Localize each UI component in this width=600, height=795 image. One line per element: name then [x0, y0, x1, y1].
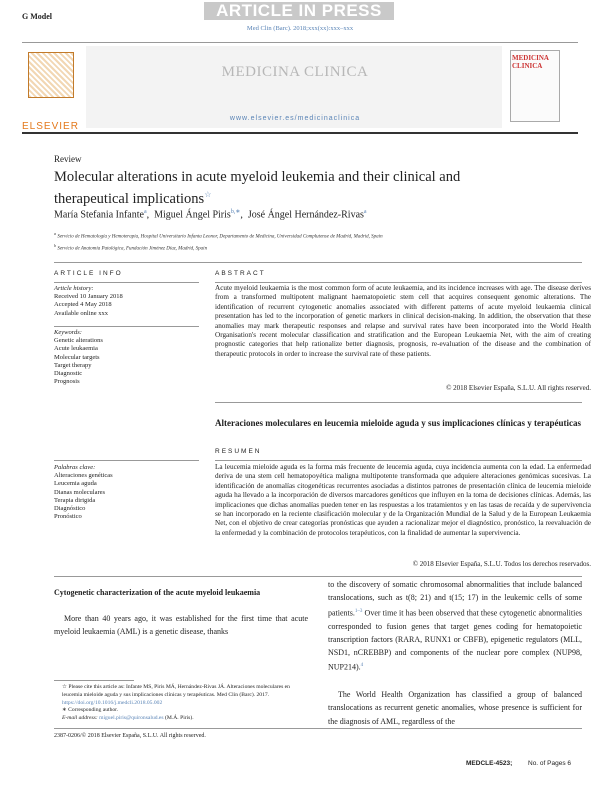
keyword: Diagnostic — [54, 370, 83, 378]
keywords-block — [54, 329, 199, 386]
abstract-end-rule — [215, 402, 582, 403]
page-count: No. of Pages 6 — [528, 760, 571, 767]
doi-link[interactable]: https://doi.org/10.1016/j.medcli.2018.05.002 — [62, 699, 163, 706]
keyword: Alteraciones genéticas — [54, 472, 113, 480]
reference-link[interactable]: 4 — [360, 663, 364, 669]
manuscript-code: MEDCLE-4523; — [466, 760, 513, 767]
keyword: Leucemia aguda — [54, 480, 97, 488]
publisher-logo: ELSEVIER — [22, 121, 79, 132]
header-rule — [22, 42, 578, 43]
keyword: Acute leukaemia — [54, 345, 98, 353]
body-paragraph-right-2: The World Health Organization has classified a group of balanced translocations as recurrent genetic anomalies, whose presence is sufficient for the diagnosis of AML, regardless of the — [328, 690, 582, 726]
affiliations — [54, 230, 383, 253]
author-name: María Stefania Infante — [54, 209, 144, 221]
affiliation-mark: b — [54, 242, 57, 248]
email-line — [54, 715, 308, 723]
author-name: Miguel Ángel Piris — [154, 209, 231, 221]
citation-footnote — [54, 684, 308, 707]
keyword: Molecular targets — [54, 353, 100, 361]
body-text: to the discovery of somatic chromosomal abnormalities that include balanced translocations, such as t(8; 21) and t(15; 17) in the leukemic cells of some patients. — [328, 580, 582, 618]
keyword: Dianas moleculares — [54, 488, 106, 496]
resumen-rule — [215, 460, 582, 461]
history-rule — [54, 326, 199, 327]
elsevier-tree-logo — [28, 52, 74, 98]
title-footnote-mark[interactable]: ☆ — [204, 190, 212, 199]
article-info-rule — [54, 282, 199, 283]
author-affil-mark[interactable]: a — [363, 209, 367, 215]
abstract-text: Acute myeloid leukaemia is the most common form of acute leukaemia, and its incidence increases with age. The disease derives from a transformed multipotent malignant haematopoietic stem cell that acquires consequent genomic alterations. The identification of recurrent cytogenetic anomalies associated with different patterns of acute myeloid leukaemia clinical presentation has led to the incorporation of genetic markers in clinical decision-making. In addition, the observation that these anomalies may mark therapeutic responses and relapse and survival rates have been incorporated into the World Health Organisation's recent molecular classification and stratification and the European Leukaemia Net, with the aim of creating prognostic categories that help rationalize better diagnosis, prognosis, re-evaluation of the disease and the combination of therapeutic protocols in order to increase the survival rate of these patients. — [215, 284, 591, 358]
abstract-rule — [215, 282, 582, 283]
footnotes — [54, 684, 308, 723]
abstract-copyright: © 2018 Elsevier España, S.L.U. All rights reserved. — [446, 384, 591, 392]
palabras-clave-block — [54, 464, 199, 521]
section-heading: Cytogenetic characterization of the acute myeloid leukaemia — [54, 588, 261, 597]
abstract-heading: ABSTRACT — [215, 270, 266, 277]
history-item: Received 10 January 2018 — [54, 293, 123, 301]
affiliation-text: Servicio de Hematología y Hemoterapia, Hospital Universitario Infanta Leonor, Departamento de Medicina, Universidad Complutense de Madrid, Madrid, Spain — [57, 234, 383, 240]
author-name: José Ángel Hernández-Rivas — [247, 209, 364, 221]
palabras-label: Palabras clave: — [54, 464, 96, 471]
email-link[interactable]: miguel.piris@quironsalud.es — [99, 715, 164, 722]
issn-rule — [54, 728, 582, 729]
keyword: Target therapy — [54, 361, 92, 369]
reference-link[interactable]: 1–3 — [354, 608, 363, 614]
keyword: Diagnóstico — [54, 505, 86, 513]
banner-rule — [22, 132, 578, 134]
affiliation-text: Servicio de Anatomía Patológica, Fundación Jiménez Díaz, Madrid, Spain — [57, 246, 208, 252]
article-history — [54, 285, 199, 318]
footnote-rule — [54, 680, 134, 681]
author-list: María Stefania Infante$^a$, Miguel Ángel Piris$^{b,∗}$, José Ángel Hernández-Rivas$^a$ — [54, 209, 367, 221]
resumen-copyright: © 2018 Elsevier España, S.L.U. Todos los derechos reservados. — [412, 560, 591, 568]
corresponding-author: ∗ Corresponding author. — [62, 707, 119, 714]
keyword: Terapia dirigida — [54, 496, 96, 504]
citation-footnote-text: ☆ Please cite this article as: Infante MS, Piris MÁ, Hernández-Rivas JÁ. Alteraciones moleculares en leucemia mieloide aguda y sus implicaciones clínicas y terapéuticas. Med Clin (Barc). 2017. — [62, 684, 290, 698]
history-item: Available online xxx — [54, 309, 109, 317]
resumen-heading: RESUMEN — [215, 448, 262, 455]
body-paragraph: More than 40 years ago, it was established for the first time that acute myeloid leukaemia (AML) is a genetic disease, thanks — [54, 614, 308, 636]
spanish-title: Alteraciones moleculares en leucemia mieloide aguda y sus implicaciones clínicas y terapéuticas — [215, 418, 582, 428]
resumen-text: La leucemia mieloide aguda es la forma más frecuente de leucemia aguda, cuya incidencia aumenta con la edad. La enfermedad deriva de una stem cell hematopoyética maligna multipotente transformada que adquiere alteraciones genómicas sucesivas. La identificación de anomalías citogenéticas recurrentes asociadas a distintos patrones de presentación clínica de leucemia mieloide aguda ha llevado a la incorporación de diversos marcadores genéticos que influyen en la toma de decisiones clínicas. Además, las implicaciones que dichas anomalías pueden tener en las respuestas a los tratamientos y en las tasas de recaída y de supervivencia se han incorporado en la reciente clasificación molecular y de la Organización Mundial de la Salud y de la European Leukaemia Net, con el objetivo de crear categorías pronósticas que ayuden a racionalizar mejor el diagnóstico, pronóstico, la reevaluación de la enfermedad y la combinación de protocolos terapéuticos, con la finalidad de aumentar la supervivencia. — [215, 463, 591, 537]
body-text: Over time it has been observed that these cytogenetic abnormalities corresponded to fusion genes that target genes coding for hematopoietic transcription factors (RARA, RUNX1 or CBFB), epigenetic regulators (MLL, NSD1, nCREBBP) and components of the nuclear pore complex (NUP98, NUP214). — [328, 608, 582, 673]
article-in-press-banner: ARTICLE IN PRESS — [204, 2, 394, 20]
affiliation — [54, 230, 383, 242]
cover-title: MEDICINA CLINICA — [512, 54, 549, 70]
section-rule — [54, 262, 582, 263]
article-title-text: Molecular alterations in acute myeloid leukemia and their clinical and therapeutical implications — [54, 169, 461, 207]
model-label: G Model — [22, 12, 52, 21]
author-affil-mark[interactable]: a — [143, 209, 147, 215]
keywords-label: Keywords: — [54, 329, 82, 336]
keyword: Genetic alterations — [54, 337, 103, 345]
article-type: Review — [54, 154, 82, 164]
issn-line: 2387-0206/© 2018 Elsevier España, S.L.U. All rights reserved. — [54, 733, 206, 739]
affiliation — [54, 242, 383, 254]
body-paragraph-right — [328, 578, 582, 674]
keyword: Prognosis — [54, 378, 80, 386]
author-affil-mark[interactable]: b,∗ — [230, 209, 241, 215]
affiliation-mark: a — [54, 231, 57, 236]
email-suffix: (M.Á. Piris). — [165, 715, 194, 722]
journal-url-link[interactable]: www.elsevier.es/medicinaclinica — [229, 115, 361, 122]
journal-title: MEDICINA CLINICA — [221, 64, 369, 80]
palabras-rule — [54, 460, 199, 461]
front-matter-end-rule — [54, 576, 582, 577]
keyword: Pronóstico — [54, 513, 82, 521]
article-info-heading: ARTICLE INFO — [54, 270, 123, 277]
history-item: Accepted 4 May 2018 — [54, 301, 112, 309]
article-title — [54, 168, 524, 208]
email-label: E-mail address: — [62, 715, 98, 722]
citation-line[interactable]: Med Clin (Barc). 2018;xxx(xx):xxx–xxx — [246, 25, 354, 32]
history-label: Article history: — [54, 285, 94, 292]
